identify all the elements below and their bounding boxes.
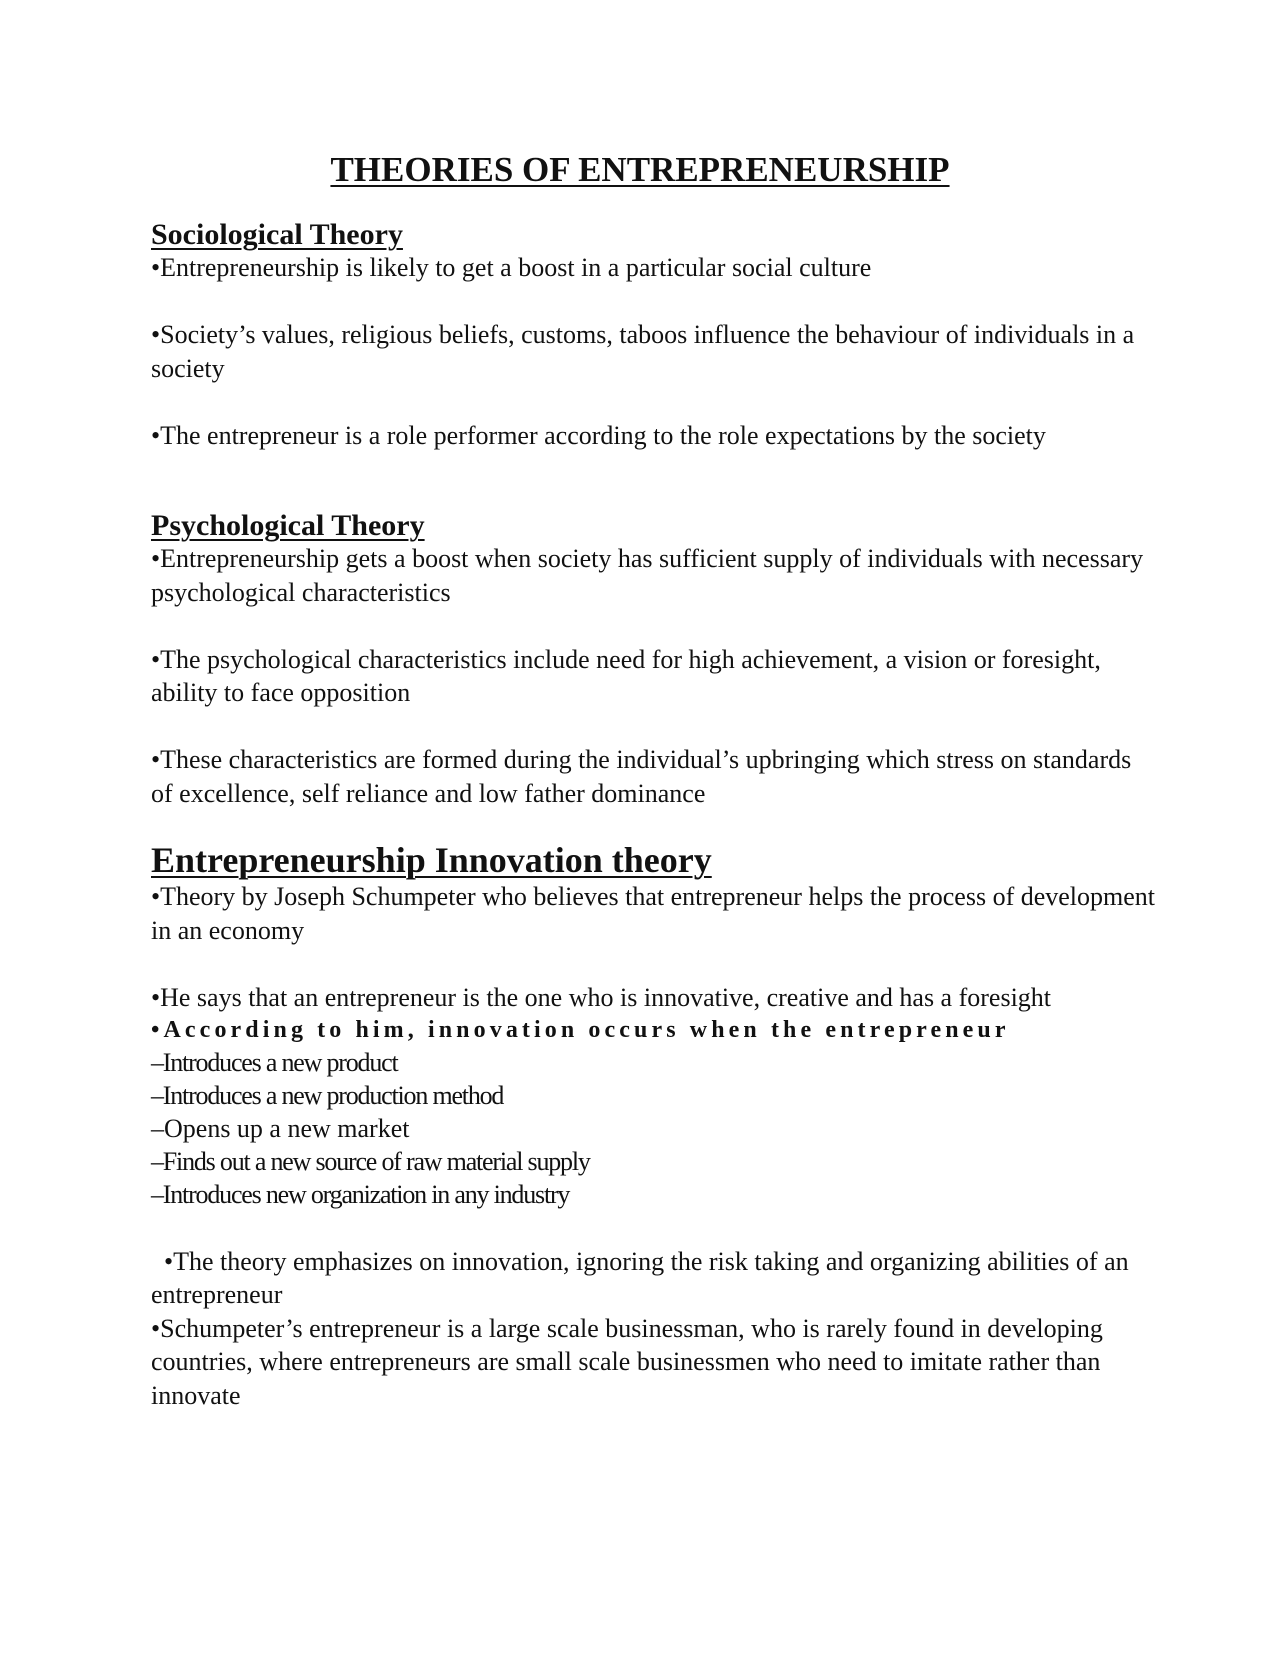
list-item: –Introduces new organization in any industry [151,1180,570,1209]
document-title: THEORIES OF ENTREPRENEURSHIP [330,150,950,189]
section-heading: Psychological Theory [151,509,425,542]
section-psychological-theory [151,510,1151,810]
paragraph: •Entrepreneurship is likely to get a boost in a particular social culture [151,253,872,282]
section-sociological-theory [151,219,1151,452]
list-item: –Introduces a new production method [151,1081,504,1110]
paragraph: •The psychological characteristics include need for high achievement, a vision or foresight, ability to face opposition [151,644,1101,707]
paragraph: •These characteristics are formed during the individual’s upbringing which stress on standards of excellence, self reliance and low father dominance [151,745,1132,808]
paragraph: •The theory emphasizes on innovation, ignoring the risk taking and organizing abilities of an entrepreneur [151,1246,1136,1309]
section-heading: Entrepreneurship Innovation theory [151,840,712,880]
section-heading: Sociological Theory [151,218,403,251]
paragraph: •Theory by Joseph Schumpeter who believes that entrepreneur helps the process of development in an economy [151,882,1156,945]
paragraph: •He says that an entrepreneur is the one who is innovative, creative and has a foresight [151,982,1052,1012]
paragraph: •Society’s values, religious beliefs, customs, taboos influence the behaviour of individuals in a society [151,320,1135,383]
list-item: –Opens up a new market [151,1114,410,1143]
paragraph: •The entrepreneur is a role performer according to the role expectations by the society [151,420,1046,450]
paragraph: •Schumpeter’s entrepreneur is a large scale businessman, who is rarely found in developing countries, where entrepreneurs are small scale businessmen who need to imitate rather than innovate [151,1313,1103,1410]
section-innovation-theory [151,840,1161,1412]
emphasis-line: •According to him, innovation occurs when the entrepreneur [151,1017,1010,1043]
list-item: –Introduces a new product [151,1048,398,1077]
list-item: –Finds out a new source of raw material supply [151,1147,590,1176]
paragraph: •Entrepreneurship gets a boost when society has sufficient supply of individuals with necessary psychological characteristics [151,544,1144,607]
